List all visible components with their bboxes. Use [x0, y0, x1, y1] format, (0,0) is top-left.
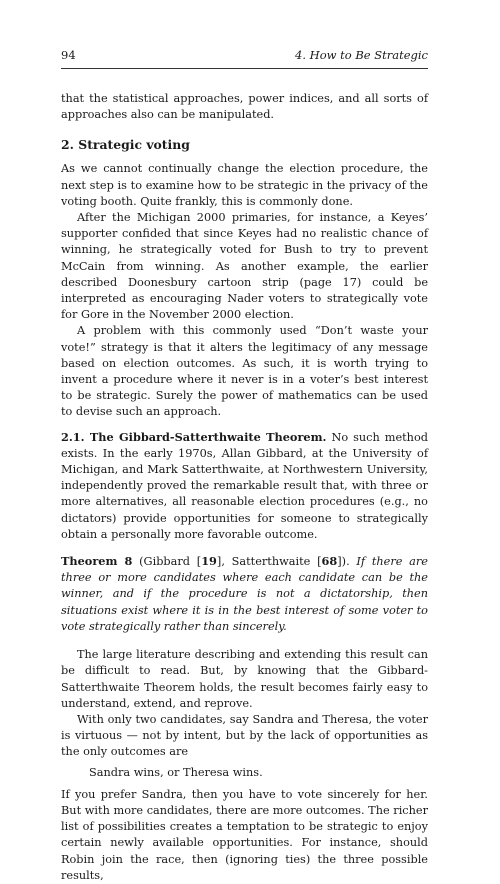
theorem-label: Theorem 8 [61, 554, 133, 569]
subsection-text: No such method exists. In the early 1970s, Allan Gibbard, at the University of Michigan, and Mark Satterthwaite, at Northwestern University, independently proved the remarkable result that, with three or more alternatives, all reasonable election procedures (e.g., no dictators) provide opportunities for someone to strategically obtain a personally more favorable outcome. [61, 430, 428, 541]
display-line: Sandra wins, or Theresa wins. [89, 765, 263, 779]
theorem-statement: If there are three or more candidates where each candidate can be the winner, and if the procedure is not a dictatorship, then situations exist where it is in the best interest of some voter to vote strategically rather than sincerely. [61, 555, 428, 633]
citation-68: 68 [321, 554, 338, 569]
paragraph-continuation: that the statistical approaches, power indices, and all sorts of approaches also can be manipulated. [61, 92, 428, 122]
theorem-attribution: (Gibbard [ [132, 555, 202, 569]
paragraph: With only two candidates, say Sandra and Theresa, the voter is virtuous — not by intent, but by the lack of opportunities as the only outcomes are [61, 712, 428, 759]
subsection-heading: 2.1. The Gibbard-Satterthwaite Theorem. [61, 429, 327, 444]
chapter-title: 4. How to Be Strategic [295, 48, 428, 62]
paragraph: The large literature describing and extending this result can be difficult to read. But, by knowing that the Gibbard-Satterthwaite Theorem holds, the result becomes fairly easy to understand, extend, and reprove. [61, 648, 428, 710]
paragraph: After the Michigan 2000 primaries, for instance, a Keyes’ supporter confided that since Keyes had no realistic chance of winning, he strategically voted for Bush to try to prevent McCain from winning. As another example, the earlier described Doonesbury cartoon strip (page 17) could be interpreted as encouraging Nader voters to strategically vote for Gore in the November 2000 election. [61, 211, 428, 322]
running-header [61, 48, 428, 62]
theorem [61, 553, 428, 635]
book-page [61, 48, 428, 884]
citation-19: 19 [201, 554, 217, 569]
paragraph: If you prefer Sandra, then you have to vote sincerely for her. But with more candidates, there are more outcomes. The richer list of possibilities creates a temptation to be strategic to enjoy certain newly available opportunities. For instance, should Robin join the race, then (ignoring ties) the three possible results, [61, 787, 428, 882]
paragraph: A problem with this commonly used “Don’t waste your vote!” strategy is that it alters the legitimacy of any message based on election outcomes. As such, it is worth trying to invent a procedure where it never is in a voter’s best interest to be strategic. Surely the power of mathematics can be used to devise such an approach. [61, 324, 428, 419]
theorem-attribution: ]). [337, 555, 350, 569]
section-heading: 2. Strategic voting [61, 137, 190, 153]
header-rule [61, 68, 428, 69]
subsection-paragraph [61, 429, 428, 543]
theorem-attribution: ], Satterthwaite [ [216, 555, 322, 569]
paragraph: As we cannot continually change the election procedure, the next step is to examine how to be strategic in the privacy of the voting booth. Quite frankly, this is commonly done. [61, 162, 428, 208]
page-number: 94 [61, 48, 76, 62]
